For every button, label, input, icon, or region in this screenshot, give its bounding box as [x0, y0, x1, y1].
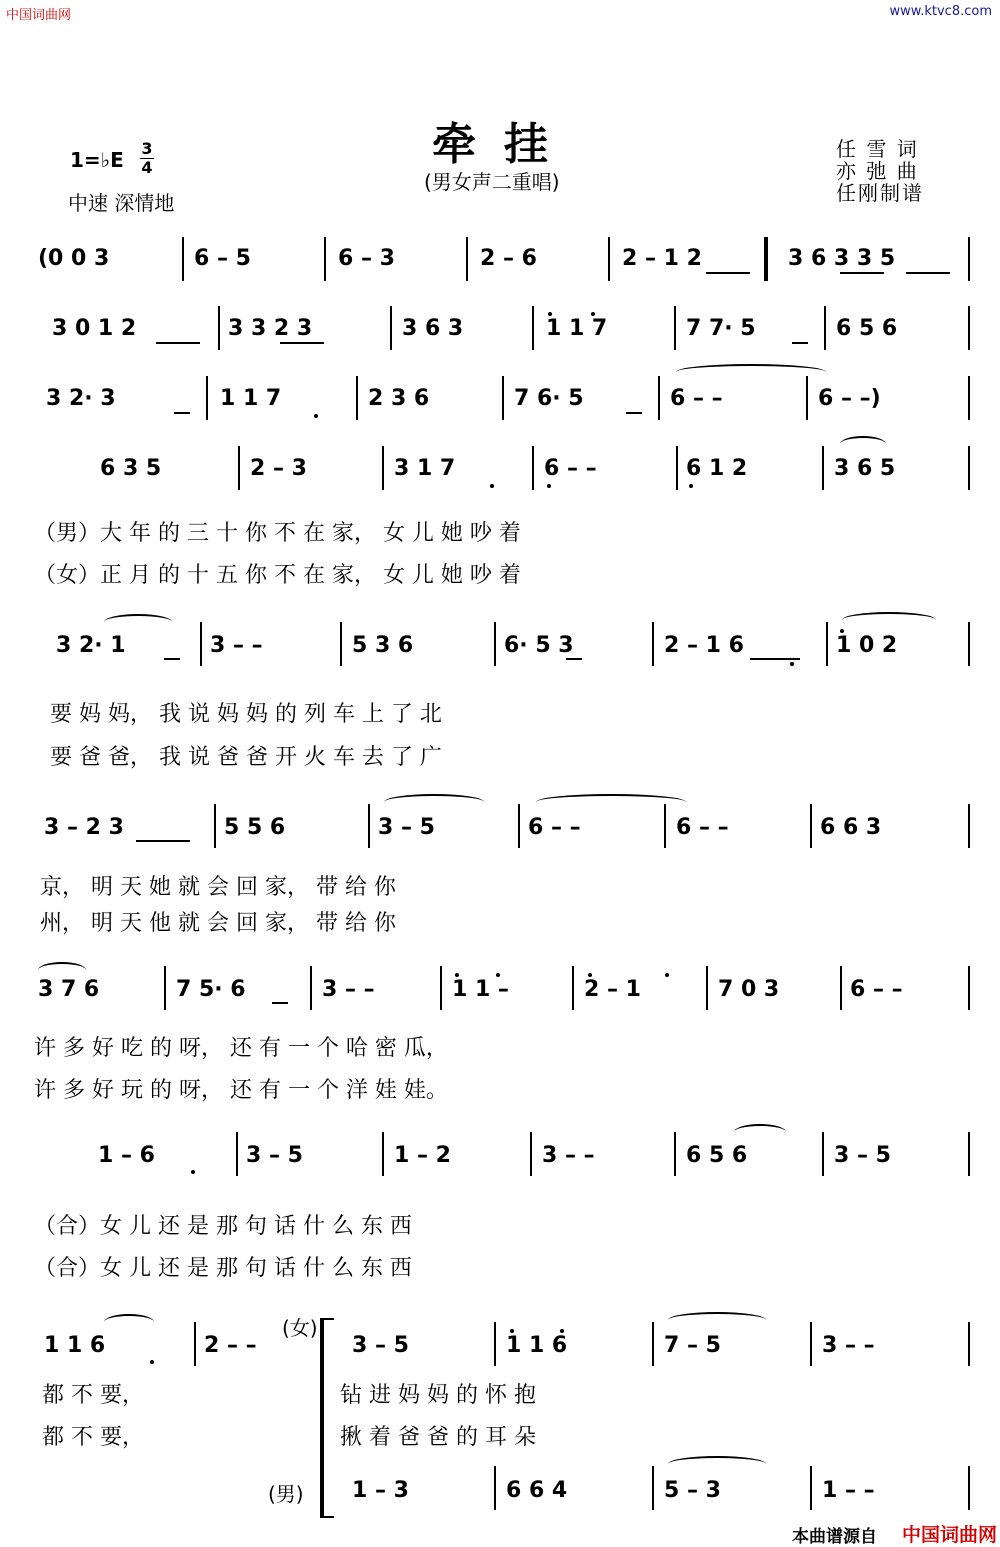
- barline: [218, 306, 220, 350]
- barline: [182, 237, 184, 281]
- measure: 6 5 6: [836, 316, 898, 341]
- barline: [652, 1322, 654, 1366]
- barline: [532, 446, 534, 490]
- barline: [658, 376, 660, 420]
- lyricist: 任 雪 词: [836, 137, 919, 161]
- footer-source-site[interactable]: 中国词曲网: [902, 1524, 998, 1546]
- barline: [674, 306, 676, 350]
- measure: 6 6 3: [820, 815, 882, 840]
- measure: 5 5 6: [224, 815, 286, 840]
- beam: [840, 272, 884, 274]
- beam: [136, 840, 190, 842]
- measure: 6 – –): [818, 386, 881, 411]
- barline: [822, 446, 824, 490]
- measure: 3 – 5: [378, 815, 435, 840]
- octave-dot: [560, 1329, 564, 1333]
- lyric-line-1: 许 多 好 吃 的 呀， 还 有 一 个 哈 密 瓜，: [34, 1036, 448, 1061]
- measure: 7 6· 5: [514, 386, 584, 411]
- measure: 7 0 3: [718, 977, 780, 1002]
- measure: 6 6 4: [506, 1478, 568, 1503]
- barline: [968, 446, 970, 490]
- key-signature: 1=♭E: [70, 148, 124, 172]
- barline: [826, 622, 828, 666]
- barline: [676, 446, 678, 490]
- barline: [674, 1132, 676, 1176]
- octave-dot-low: [547, 484, 551, 488]
- octave-dot: [455, 973, 459, 977]
- measure: 2 – –: [204, 1333, 257, 1358]
- measure: 2 – 6: [480, 246, 537, 271]
- octave-dot-low: [490, 484, 494, 488]
- beam: [706, 272, 750, 274]
- lyric-line-2: 都 不 要，: [42, 1425, 144, 1450]
- slur: [668, 1312, 766, 1328]
- barline: [382, 1132, 384, 1176]
- measure: 6 – –: [676, 815, 729, 840]
- slur: [734, 1124, 786, 1140]
- credits: [836, 138, 924, 204]
- time-bottom: 4: [141, 158, 153, 177]
- measure: 3 6 5: [834, 456, 896, 481]
- measure: 2 – 1 2: [622, 246, 702, 271]
- barline: [530, 1132, 532, 1176]
- barline: [968, 966, 970, 1010]
- barline: [494, 1466, 496, 1510]
- measure: 3 – –: [322, 977, 375, 1002]
- barline: [822, 1132, 824, 1176]
- measure: 1 1 6: [44, 1333, 106, 1358]
- barline: [652, 1466, 654, 1510]
- barline: [310, 966, 312, 1010]
- measure: 1 1 7: [220, 386, 282, 411]
- measure: 6 5 6: [686, 1143, 748, 1168]
- barline: [810, 804, 812, 848]
- lyric-line-female-1: 钻 进 妈 妈 的 怀 抱: [340, 1383, 536, 1408]
- barline: [368, 804, 370, 848]
- measure: 7 – 5: [664, 1333, 721, 1358]
- measure: 3 – –: [542, 1143, 595, 1168]
- barline: [494, 622, 496, 666]
- measure: 1 – 3: [352, 1478, 409, 1503]
- barline: [518, 804, 520, 848]
- time-top: 3: [141, 139, 153, 158]
- lyric-line-2: 要 爸 爸， 我 说 爸 爸 开 火 车 去 了 广: [50, 745, 442, 770]
- measure: 1 0 2: [836, 633, 898, 658]
- measure: 2 – 3: [250, 456, 307, 481]
- barline: [968, 804, 970, 848]
- lyric-line-1: 都 不 要，: [42, 1383, 144, 1408]
- slur: [668, 1456, 766, 1472]
- barline: [968, 237, 970, 281]
- beam: [272, 1002, 288, 1004]
- lyric-line-female: （女）正 月 的 十 五 你 不 在 家， 女 儿 她 吵 着: [34, 563, 521, 588]
- slur: [104, 1314, 154, 1330]
- barline: [968, 1466, 970, 1510]
- measure: 1 – –: [822, 1478, 875, 1503]
- beam: [164, 658, 180, 660]
- watermark-right: www.ktvc8.com: [889, 4, 992, 19]
- measure: 6 – 3: [338, 246, 395, 271]
- measure: 6 – 5: [194, 246, 251, 271]
- barline: [340, 622, 342, 666]
- measure: 3 2· 1: [56, 633, 126, 658]
- measure: 6 1 2: [686, 456, 748, 481]
- barline: [214, 804, 216, 848]
- measure: 1 1 6: [506, 1333, 568, 1358]
- barline: [236, 1132, 238, 1176]
- octave-dot: [840, 629, 844, 633]
- barline: [494, 1322, 496, 1366]
- measure: 3 – 5: [834, 1143, 891, 1168]
- measure: 6 – –: [528, 815, 581, 840]
- barline: [810, 1322, 812, 1366]
- measure: 3 – 2 3: [44, 815, 124, 840]
- measure: 1 1 –: [452, 977, 509, 1002]
- tie: [384, 794, 484, 810]
- barline: [968, 1322, 970, 1366]
- barline: [968, 1132, 970, 1176]
- measure: 3 7 6: [38, 977, 100, 1002]
- octave-dot-low: [150, 1360, 154, 1364]
- barline: [652, 622, 654, 666]
- octave-dot-low: [191, 1170, 195, 1174]
- measure: (0 0 3: [38, 246, 110, 271]
- composer: 亦 弛 曲: [836, 159, 919, 183]
- beam: [566, 658, 582, 660]
- octave-dot: [496, 973, 500, 977]
- lyric-line-1: （合）女 儿 还 是 那 句 话 什 么 东 西: [34, 1214, 412, 1239]
- barline: [824, 306, 826, 350]
- octave-dot-low: [790, 662, 794, 666]
- measure: 2 – 1 6: [664, 633, 744, 658]
- octave-dot: [588, 973, 592, 977]
- measure: 2 – 1: [584, 977, 641, 1002]
- slur: [840, 436, 886, 452]
- lyric-line-2: 州， 明 天 他 就 会 回 家， 带 给 你: [40, 911, 396, 936]
- barline: [194, 1322, 196, 1366]
- beam: [792, 342, 808, 344]
- song-title: 牵挂: [432, 119, 576, 170]
- measure: 6 – –: [544, 456, 597, 481]
- measure: 5 – 3: [664, 1478, 721, 1503]
- barline: [572, 966, 574, 1010]
- beam: [280, 342, 324, 344]
- measure: 3 2· 3: [46, 386, 116, 411]
- barline: [200, 622, 202, 666]
- lyric-line-female-2: 揪 着 爸 爸 的 耳 朵: [340, 1425, 536, 1450]
- part-label-female: (女): [282, 1316, 318, 1340]
- slur: [38, 962, 86, 978]
- beam: [174, 412, 190, 414]
- lyric-line-male: （男）大 年 的 三 十 你 不 在 家， 女 儿 她 吵 着: [34, 521, 521, 546]
- beam: [750, 658, 800, 660]
- barline: [324, 237, 326, 281]
- tempo-marking: 中速 深情地: [68, 191, 175, 215]
- measure: 3 0 1 2: [52, 316, 137, 341]
- barline: [356, 376, 358, 420]
- measure: 3 6 3: [402, 316, 464, 341]
- measure: 1 1 7: [546, 316, 608, 341]
- watermark-left: 中国词曲网: [6, 8, 72, 23]
- octave-dot-low: [689, 484, 693, 488]
- barline: [840, 966, 842, 1010]
- barline: [390, 306, 392, 350]
- measure: 2 3 6: [368, 386, 430, 411]
- measure: 3 – –: [210, 633, 263, 658]
- octave-dot: [548, 312, 552, 316]
- barline: [238, 446, 240, 490]
- measure: 6· 5 3: [504, 633, 574, 658]
- barline: [968, 622, 970, 666]
- slur: [842, 612, 936, 628]
- beam: [626, 412, 642, 414]
- repeat-start: [764, 237, 768, 281]
- measure: 3 1 7: [394, 456, 456, 481]
- arranger: 任刚制谱: [836, 181, 924, 205]
- song-subtitle: (男女声二重唱): [424, 170, 560, 194]
- beam: [906, 272, 950, 274]
- measure: 6 – –: [670, 386, 723, 411]
- barline: [664, 804, 666, 848]
- barline: [206, 376, 208, 420]
- measure: 7 7· 5: [686, 316, 756, 341]
- measure: 7 5· 6: [176, 977, 246, 1002]
- octave-dot: [510, 1329, 514, 1333]
- lyric-line-2: 许 多 好 玩 的 呀， 还 有 一 个 洋 娃 娃。: [34, 1078, 448, 1103]
- measure: 3 – 5: [246, 1143, 303, 1168]
- time-signature: [140, 140, 154, 177]
- measure: 1 – 6: [98, 1143, 155, 1168]
- octave-dot-low: [314, 414, 318, 418]
- tie: [676, 364, 826, 380]
- beam: [156, 342, 200, 344]
- measure: 5 3 6: [352, 633, 414, 658]
- barline: [806, 376, 808, 420]
- barline: [706, 966, 708, 1010]
- barline: [532, 306, 534, 350]
- barline: [810, 1466, 812, 1510]
- barline: [608, 237, 610, 281]
- slur: [104, 614, 172, 630]
- lyric-line-2: （合）女 儿 还 是 那 句 话 什 么 东 西: [34, 1256, 412, 1281]
- barline: [968, 306, 970, 350]
- barline: [440, 966, 442, 1010]
- measure: 3 – –: [822, 1333, 875, 1358]
- measure: 6 3 5: [100, 456, 162, 481]
- part-label-male: (男): [268, 1482, 304, 1506]
- barline: [502, 376, 504, 420]
- footer-source-label: 本曲谱源自: [792, 1527, 877, 1547]
- barline: [382, 446, 384, 490]
- measure: 3 6 3 3 5: [788, 246, 896, 271]
- barline: [968, 376, 970, 420]
- octave-dot: [591, 312, 595, 316]
- lyric-line-1: 要 妈 妈， 我 说 妈 妈 的 列 车 上 了 北: [50, 702, 442, 727]
- barline: [164, 966, 166, 1010]
- measure: 6 – –: [850, 977, 903, 1002]
- octave-dot: [665, 973, 669, 977]
- lyric-line-1: 京， 明 天 她 就 会 回 家， 带 给 你: [40, 875, 396, 900]
- system-brace: [320, 1318, 334, 1518]
- measure: 3 3 2 3: [228, 316, 313, 341]
- measure: 1 – 2: [394, 1143, 451, 1168]
- measure: 3 – 5: [352, 1333, 409, 1358]
- barline: [466, 237, 468, 281]
